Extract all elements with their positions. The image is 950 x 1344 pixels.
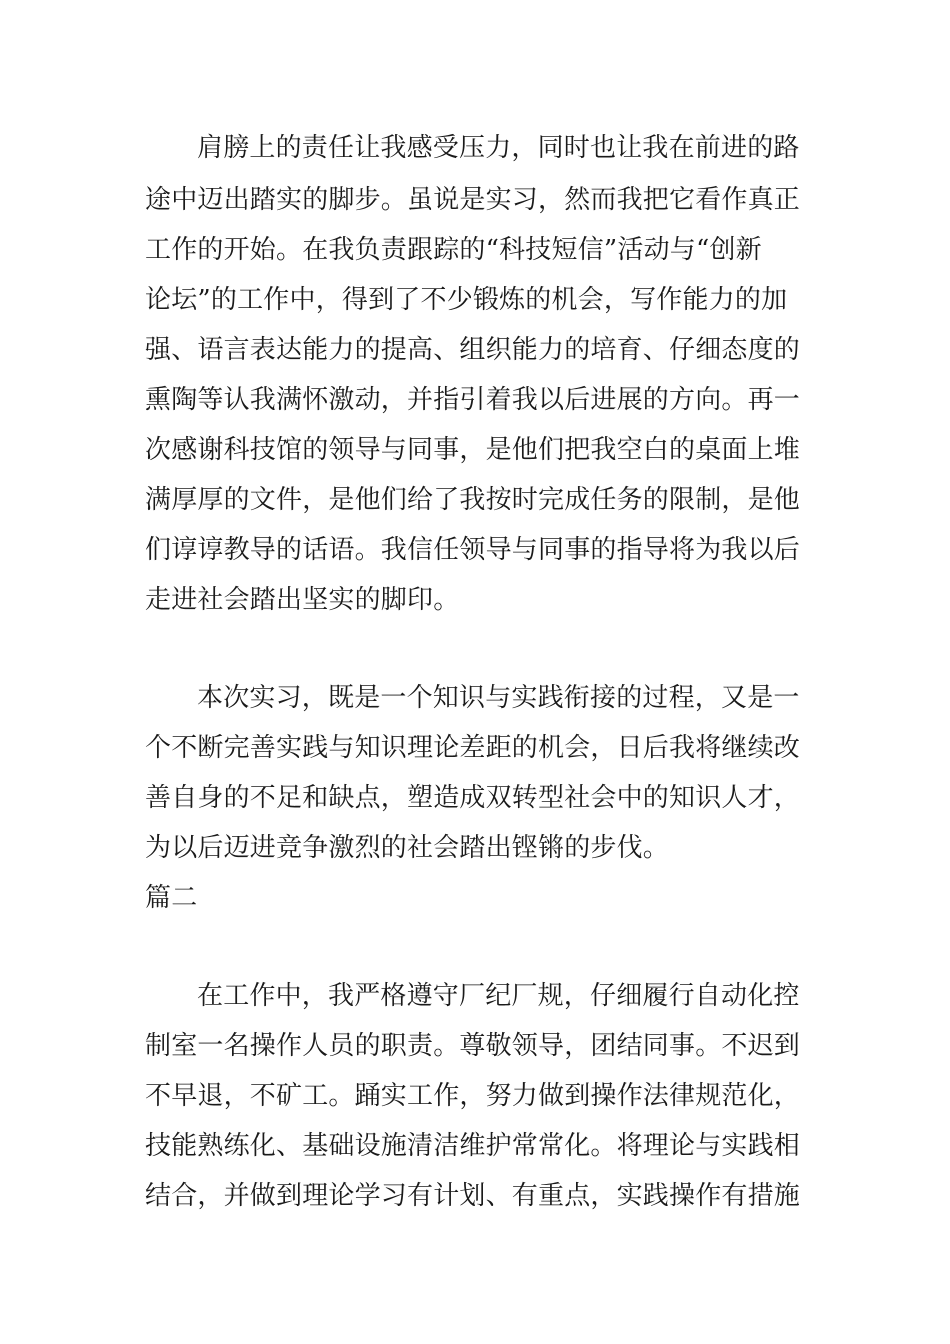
paragraph-3-line-4: 技能熟练化、基础设施清洁维护常常化。将理论与实践相 — [145, 1131, 801, 1161]
paragraph-2-line-2: 个不断完善实践与知识理论差距的机会，日后我将继续改 — [145, 733, 801, 763]
paragraph-3-line-5: 结合，并做到理论学习有计划、有重点，实践操作有措施 — [145, 1181, 801, 1211]
paragraph-2-line-3: 善自身的不足和缺点，塑造成双转型社会中的知识人才， — [145, 783, 801, 813]
paragraph-3-line-1: 在工作中，我严格遵守厂纪厂规，仔细履行自动化控 — [197, 981, 800, 1011]
paragraph-1-line-7: 次感谢科技馆的领导与同事，是他们把我空白的桌面上堆 — [145, 435, 801, 465]
paragraph-3-line-3: 不早退，不矿工。踊实工作，努力做到操作法律规范化， — [145, 1081, 801, 1111]
paragraph-1-line-1: 肩膀上的责任让我感受压力，同时也让我在前进的路 — [197, 133, 800, 163]
paragraph-1-line-5: 强、语言表达能力的提高、组织能力的培育、仔细态度的 — [145, 335, 801, 365]
paragraph-1-line-2: 途中迈出踏实的脚步。虽说是实习，然而我把它看作真正 — [145, 185, 801, 215]
paragraph-2-line-4: 为以后迈进竞争激烈的社会踏出铿锵的步伐。 — [145, 833, 670, 863]
paragraph-1-line-10: 走进社会踏出坚实的脚印。 — [145, 585, 460, 615]
paragraph-1-line-4: 论坛”的工作中，得到了不少锻炼的机会，写作能力的加 — [145, 285, 788, 315]
section-heading: 篇二 — [145, 883, 198, 913]
paragraph-2-line-1: 本次实习，既是一个知识与实践衔接的过程，又是一 — [197, 683, 800, 713]
paragraph-1-line-9: 们谆谆教导的话语。我信任领导与同事的指导将为我以后 — [145, 535, 801, 565]
paragraph-1-line-8: 满厚厚的文件，是他们给了我按时完成任务的限制，是他 — [145, 485, 801, 515]
paragraph-3-line-2: 制室一名操作人员的职责。尊敬领导，团结同事。不迟到 — [145, 1031, 801, 1061]
paragraph-1-line-6: 熏陶等认我满怀激动，并指引着我以后进展的方向。再一 — [145, 385, 801, 415]
paragraph-1-line-3: 工作的开始。在我负责跟踪的“科技短信”活动与“创新 — [145, 235, 762, 265]
